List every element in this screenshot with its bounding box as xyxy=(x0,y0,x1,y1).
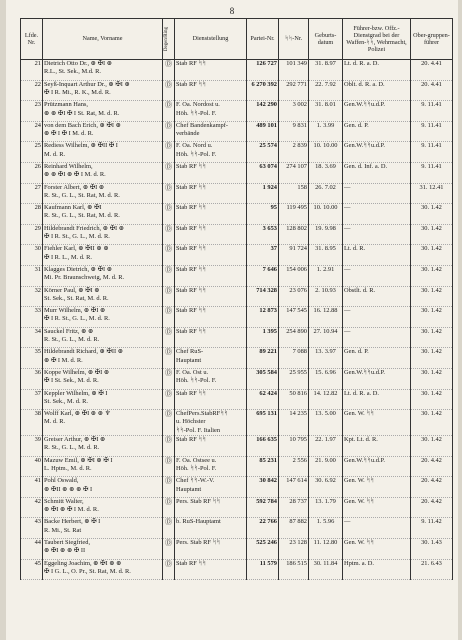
row-dienststellung: Stab RF ᛋᛋ xyxy=(175,60,247,81)
row-dienstgrad: Gen.W.ᛋᛋu.d.P. xyxy=(343,142,411,163)
row-dienststellung: Stab RF ᛋᛋ xyxy=(175,224,247,245)
row-geburtsdatum: 10. 10.00 xyxy=(309,142,343,163)
row-partei-nr: 89 221 xyxy=(247,348,279,369)
row-dienststellung: Stab RF ᛋᛋ xyxy=(175,80,247,101)
row-obergruppenfuehrer: 9. 11.41 xyxy=(411,101,453,122)
row-badge: Ⓓ xyxy=(163,389,175,410)
row-partei-nr: 714 328 xyxy=(247,286,279,307)
row-dienststellung: Stab RF ᛋᛋ xyxy=(175,559,247,580)
row-name: Pohl Oswald, ⊛ ✠II ⊛ ⊛ ⊛ ✠ I xyxy=(43,477,163,498)
row-partei-nr: 166 635 xyxy=(247,436,279,457)
row-ss-nr: 50 816 xyxy=(279,389,309,410)
row-ss-nr: 254 890 xyxy=(279,327,309,348)
row-badge: Ⓓ xyxy=(163,436,175,457)
row-ss-nr: 28 737 xyxy=(279,497,309,518)
row-badge: Ⓓ xyxy=(163,307,175,328)
row-name: Forster Albert, ⊛ ✠I ⊛ R. St., G. L., St. Rat, M. d. R. xyxy=(43,183,163,204)
row-number: 42 xyxy=(21,497,43,518)
row-ss-nr: 2 556 xyxy=(279,456,309,477)
table-row xyxy=(21,456,453,477)
row-number: 32 xyxy=(21,286,43,307)
row-dienstgrad: — xyxy=(343,204,411,225)
row-dienstgrad: — xyxy=(343,183,411,204)
roster-body xyxy=(21,60,453,580)
table-row xyxy=(21,539,453,560)
row-number: 43 xyxy=(21,518,43,539)
row-badge: Ⓓ xyxy=(163,142,175,163)
row-dienststellung: Pers. Stab RF ᛋᛋ xyxy=(175,497,247,518)
table-row xyxy=(21,204,453,225)
header-nr: Lfde. Nr. xyxy=(21,19,43,60)
row-partei-nr: 305 584 xyxy=(247,368,279,389)
row-geburtsdatum: 2. 10.93 xyxy=(309,286,343,307)
row-dienstgrad: Gen. d. P. xyxy=(343,121,411,142)
row-badge: Ⓓ xyxy=(163,286,175,307)
row-badge: Ⓓ xyxy=(163,518,175,539)
row-geburtsdatum: 30. 11.84 xyxy=(309,559,343,580)
row-number: 27 xyxy=(21,183,43,204)
row-ss-nr: 25 955 xyxy=(279,368,309,389)
row-dienstgrad: Lt. d. R. xyxy=(343,245,411,266)
row-badge: Ⓓ xyxy=(163,327,175,348)
row-number: 25 xyxy=(21,142,43,163)
row-number: 29 xyxy=(21,224,43,245)
row-dienststellung: Stab RF ᛋᛋ xyxy=(175,183,247,204)
row-obergruppenfuehrer: 9. 11.42 xyxy=(411,518,453,539)
row-obergruppenfuehrer: 20. 4.41 xyxy=(411,80,453,101)
table-row xyxy=(21,121,453,142)
row-dienstgrad: — xyxy=(343,307,411,328)
row-partei-nr: 63 074 xyxy=(247,162,279,183)
row-dienstgrad: Gen. W. ᛋᛋ xyxy=(343,477,411,498)
row-name: Keppler Wilhelm, ⊛ ✠ I St. Sek., M. d. R. xyxy=(43,389,163,410)
header-ober: Ober-gruppen-führer xyxy=(411,19,453,60)
row-dienstgrad: Gen. W. ᛋᛋ xyxy=(343,539,411,560)
row-partei-nr: 695 131 xyxy=(247,410,279,436)
row-dienststellung: F. Oa. Nordost u. Höh. ᛋᛋ-Pol. F. xyxy=(175,101,247,122)
row-number: 24 xyxy=(21,121,43,142)
table-row xyxy=(21,368,453,389)
row-geburtsdatum: 19. 9.98 xyxy=(309,224,343,245)
row-dienstgrad: Hptm. a. D. xyxy=(343,559,411,580)
row-geburtsdatum: 15. 6.96 xyxy=(309,368,343,389)
row-name: Schmitt Walter, ⊛ ✠I ⊛ ✠ I M. d. R. xyxy=(43,497,163,518)
row-partei-nr: 7 646 xyxy=(247,265,279,286)
row-dienststellung: ChefPers.StabRFᛋᛋ u. Höchster ᛋᛋ-Pol. F. Italien xyxy=(175,410,247,436)
row-number: 34 xyxy=(21,327,43,348)
row-badge: Ⓓ xyxy=(163,539,175,560)
row-partei-nr: 1 395 xyxy=(247,327,279,348)
row-dienstgrad: — xyxy=(343,518,411,539)
row-dienstgrad: — xyxy=(343,327,411,348)
row-ss-nr: 128 802 xyxy=(279,224,309,245)
row-dienststellung: Stab RF ᛋᛋ xyxy=(175,162,247,183)
row-dienstgrad: — xyxy=(343,265,411,286)
row-number: 37 xyxy=(21,389,43,410)
table-row xyxy=(21,497,453,518)
table-row xyxy=(21,348,453,369)
row-badge: Ⓓ xyxy=(163,60,175,81)
row-ss-nr: 91 724 xyxy=(279,245,309,266)
row-number: 35 xyxy=(21,348,43,369)
row-badge: Ⓓ xyxy=(163,265,175,286)
row-partei-nr: 126 727 xyxy=(247,60,279,81)
row-ss-nr: 147 614 xyxy=(279,477,309,498)
row-name: Körner Paul, ⊛ ✠I ⊛ St. Sek., St. Rat, M. d. R. xyxy=(43,286,163,307)
header-ss: ᛋᛋ-Nr. xyxy=(279,19,309,60)
row-number: 31 xyxy=(21,265,43,286)
row-obergruppenfuehrer: 30. 1.42 xyxy=(411,265,453,286)
row-ss-nr: 87 882 xyxy=(279,518,309,539)
table-row xyxy=(21,410,453,436)
row-obergruppenfuehrer: 20. 4.42 xyxy=(411,497,453,518)
table-row xyxy=(21,307,453,328)
row-dienststellung: Stab RF ᛋᛋ xyxy=(175,265,247,286)
table-row xyxy=(21,101,453,122)
row-obergruppenfuehrer: 31. 12.41 xyxy=(411,183,453,204)
row-badge: Ⓓ xyxy=(163,456,175,477)
table-row xyxy=(21,286,453,307)
page-number: 8 xyxy=(229,6,235,16)
row-dienststellung: Pers. Stab RF ᛋᛋ xyxy=(175,539,247,560)
table-row xyxy=(21,477,453,498)
row-partei-nr: 3 653 xyxy=(247,224,279,245)
row-ss-nr: 147 545 xyxy=(279,307,309,328)
row-geburtsdatum: 1. 3.99 xyxy=(309,121,343,142)
row-ss-nr: 2 839 xyxy=(279,142,309,163)
row-number: 26 xyxy=(21,162,43,183)
row-dienstgrad: Gen. W. ᛋᛋ xyxy=(343,497,411,518)
row-partei-nr: 6 270 392 xyxy=(247,80,279,101)
row-name: Kaufmann Karl, ⊛ ✠I R. St., G. L., St. Rat, M. d. R. xyxy=(43,204,163,225)
row-geburtsdatum: 27. 10.94 xyxy=(309,327,343,348)
row-geburtsdatum: 22. 1.97 xyxy=(309,436,343,457)
row-geburtsdatum: 31. 8.95 xyxy=(309,245,343,266)
row-badge: Ⓓ xyxy=(163,80,175,101)
row-name: Rediess Wilhelm, ⊛ ✠II ✠ I M. d. R. xyxy=(43,142,163,163)
header-row xyxy=(21,19,453,60)
table-row xyxy=(21,60,453,81)
row-name: Prützmann Hans, ⊛ ⊛ ✠I ✠ I St. Rat, M. d. R. xyxy=(43,101,163,122)
row-number: 38 xyxy=(21,410,43,436)
table-row xyxy=(21,245,453,266)
row-name: Hildebrandt Friedrich, ⊛ ✠I ⊛ ✠ I R. St., G. L., M. d. R. xyxy=(43,224,163,245)
row-dienststellung: F. Oa. Ost u. Höh. ᛋᛋ-Pol. F. xyxy=(175,368,247,389)
row-obergruppenfuehrer: 30. 1.42 xyxy=(411,245,453,266)
header-dienstgrad: Führer-bzw. Offz.-Dienstgrad bei der Waffen-ᛋᛋ, Wehrmacht, Polizei xyxy=(343,19,411,60)
row-badge: Ⓓ xyxy=(163,348,175,369)
row-geburtsdatum: 16. 12.88 xyxy=(309,307,343,328)
row-dienststellung: b. RuS-Hauptamt xyxy=(175,518,247,539)
row-name: von dem Bach Erich, ⊛ ✠I ⊛ ⊛ ✠ I ✠ I M. d. R. xyxy=(43,121,163,142)
row-dienststellung: Chef Bandenkampf- verbände xyxy=(175,121,247,142)
row-geburtsdatum: 14. 12.82 xyxy=(309,389,343,410)
row-ss-nr: 274 107 xyxy=(279,162,309,183)
row-obergruppenfuehrer: 30. 1.42 xyxy=(411,327,453,348)
row-obergruppenfuehrer: 30. 1.42 xyxy=(411,307,453,328)
header-geb: Geburts-datum xyxy=(309,19,343,60)
row-number: 41 xyxy=(21,477,43,498)
header-ring: Degen/Ring xyxy=(163,19,175,60)
row-geburtsdatum: 26. 7.02 xyxy=(309,183,343,204)
row-ss-nr: 154 006 xyxy=(279,265,309,286)
row-partei-nr: 525 246 xyxy=(247,539,279,560)
row-ss-nr: 23 076 xyxy=(279,286,309,307)
row-number: 40 xyxy=(21,456,43,477)
table-row xyxy=(21,389,453,410)
row-obergruppenfuehrer: 9. 11.41 xyxy=(411,142,453,163)
row-dienststellung: Chef ᛋᛋ-W.-V. Hauptamt xyxy=(175,477,247,498)
row-geburtsdatum: 10. 10.00 xyxy=(309,204,343,225)
table-row xyxy=(21,80,453,101)
row-number: 30 xyxy=(21,245,43,266)
row-partei-nr: 95 xyxy=(247,204,279,225)
row-obergruppenfuehrer: 20. 4.41 xyxy=(411,60,453,81)
row-obergruppenfuehrer: 20. 4.42 xyxy=(411,456,453,477)
header-partei: Partei-Nr. xyxy=(247,19,279,60)
row-badge: Ⓓ xyxy=(163,368,175,389)
row-dienststellung: Stab RF ᛋᛋ xyxy=(175,436,247,457)
row-ss-nr: 14 235 xyxy=(279,410,309,436)
row-obergruppenfuehrer: 30. 1.42 xyxy=(411,368,453,389)
row-badge: Ⓓ xyxy=(163,162,175,183)
row-dienstgrad: Gen. d. P. xyxy=(343,348,411,369)
document-page xyxy=(6,0,458,640)
table-row xyxy=(21,162,453,183)
row-geburtsdatum: 21. 9.00 xyxy=(309,456,343,477)
row-geburtsdatum: 13. 3.97 xyxy=(309,348,343,369)
row-dienststellung: Stab RF ᛋᛋ xyxy=(175,327,247,348)
row-name: Mazuw Emil, ⊛ ✠I ⊛ ✠ I L. Hptm., M. d. R. xyxy=(43,456,163,477)
row-ss-nr: 186 515 xyxy=(279,559,309,580)
row-number: 45 xyxy=(21,559,43,580)
row-obergruppenfuehrer: 9. 11.41 xyxy=(411,162,453,183)
row-partei-nr: 25 574 xyxy=(247,142,279,163)
header-name: Name, Vorname xyxy=(43,19,163,60)
table-row xyxy=(21,265,453,286)
row-dienststellung: Stab RF ᛋᛋ xyxy=(175,286,247,307)
row-geburtsdatum: 31. 8.01 xyxy=(309,101,343,122)
row-badge: Ⓓ xyxy=(163,121,175,142)
row-obergruppenfuehrer: 30. 1.42 xyxy=(411,410,453,436)
row-badge: Ⓓ xyxy=(163,245,175,266)
row-dienststellung: Stab RF ᛋᛋ xyxy=(175,245,247,266)
row-name: Dietrich Otto Dr., ⊛ ✠I ⊛ R.L., St. Sek., M.d. R. xyxy=(43,60,163,81)
row-geburtsdatum: 13. 1.79 xyxy=(309,497,343,518)
row-obergruppenfuehrer: 30. 1.42 xyxy=(411,286,453,307)
row-number: 22 xyxy=(21,80,43,101)
row-dienstgrad: Gen.W.ᛋᛋu.d.P. xyxy=(343,456,411,477)
row-number: 36 xyxy=(21,368,43,389)
table-row xyxy=(21,327,453,348)
row-partei-nr: 142 290 xyxy=(247,101,279,122)
row-ss-nr: 292 771 xyxy=(279,80,309,101)
row-ss-nr: 7 088 xyxy=(279,348,309,369)
header-dienst: Dienststellung xyxy=(175,19,247,60)
row-geburtsdatum: 1. 2.91 xyxy=(309,265,343,286)
row-number: 39 xyxy=(21,436,43,457)
row-dienstgrad: Lt. d. R. a. D. xyxy=(343,60,411,81)
row-obergruppenfuehrer: 20. 4.42 xyxy=(411,477,453,498)
row-obergruppenfuehrer: 30. 1.42 xyxy=(411,348,453,369)
row-geburtsdatum: 1. 5.96 xyxy=(309,518,343,539)
row-badge: Ⓓ xyxy=(163,410,175,436)
row-obergruppenfuehrer: 30. 1.42 xyxy=(411,224,453,245)
row-ss-nr: 119 495 xyxy=(279,204,309,225)
row-dienstgrad: Kpt. Lt. d. R. xyxy=(343,436,411,457)
row-partei-nr: 592 784 xyxy=(247,497,279,518)
row-name: Greiser Arthur, ⊛ ✠I ⊛ R. St., G. L., M. d. R. xyxy=(43,436,163,457)
row-dienststellung: Stab RF ᛋᛋ xyxy=(175,204,247,225)
row-badge: Ⓓ xyxy=(163,183,175,204)
row-obergruppenfuehrer: 30. 1.42 xyxy=(411,204,453,225)
row-dienststellung: Stab RF ᛋᛋ xyxy=(175,389,247,410)
row-geburtsdatum: 30. 6.92 xyxy=(309,477,343,498)
row-obergruppenfuehrer: 9. 11.41 xyxy=(411,121,453,142)
row-partei-nr: 1 924 xyxy=(247,183,279,204)
row-dienstgrad: Oblt. d. R. a. D. xyxy=(343,80,411,101)
row-name: Reinhard Wilhelm, ⊛ ⊛ ✠I ⊛ ✠ I M. d. R. xyxy=(43,162,163,183)
row-dienstgrad: — xyxy=(343,224,411,245)
row-badge: Ⓓ xyxy=(163,101,175,122)
row-name: Seyß-Inquart Arthur Dr., ⊛ ✠I ⊛ ✠ I R. Mi., R. K., M.d. R. xyxy=(43,80,163,101)
row-name: Fiehler Karl, ⊛ ✠II ⊛ ⊛ ✠ I R. L., M. d. R. xyxy=(43,245,163,266)
row-ss-nr: 3 002 xyxy=(279,101,309,122)
table-row xyxy=(21,224,453,245)
row-name: Sauckel Fritz, ⊛ ⊛ R. St., G. L., M. d. R. xyxy=(43,327,163,348)
row-number: 44 xyxy=(21,539,43,560)
row-geburtsdatum: 22. 7.92 xyxy=(309,80,343,101)
row-ss-nr: 101 349 xyxy=(279,60,309,81)
row-dienststellung: F. Oa. Nord u. Höh. ᛋᛋ-Pol. F. xyxy=(175,142,247,163)
table-row xyxy=(21,518,453,539)
row-number: 23 xyxy=(21,101,43,122)
row-badge: Ⓓ xyxy=(163,477,175,498)
table-row xyxy=(21,559,453,580)
table-row xyxy=(21,142,453,163)
row-ss-nr: 158 xyxy=(279,183,309,204)
row-ss-nr: 9 831 xyxy=(279,121,309,142)
row-partei-nr: 12 873 xyxy=(247,307,279,328)
row-dienststellung: F. Oa. Ostsee u. Höh. ᛋᛋ-Pol. F. xyxy=(175,456,247,477)
row-name: Klagges Dietrich, ⊛ ✠I ⊛ Mi. Pr. Braunschweig, M. d. R. xyxy=(43,265,163,286)
row-dienstgrad: Obstlt. d. R. xyxy=(343,286,411,307)
row-partei-nr: 85 231 xyxy=(247,456,279,477)
row-number: 21 xyxy=(21,60,43,81)
row-dienstgrad: Gen.W.ᛋᛋu.d.P. xyxy=(343,101,411,122)
row-name: Backe Herbert, ⊛ ✠ I R. Mi., St. Rat xyxy=(43,518,163,539)
row-dienstgrad: Gen.W.ᛋᛋu.d.P. xyxy=(343,368,411,389)
row-badge: Ⓓ xyxy=(163,559,175,580)
row-obergruppenfuehrer: 30. 1.42 xyxy=(411,389,453,410)
row-partei-nr: 62 424 xyxy=(247,389,279,410)
row-partei-nr: 30 842 xyxy=(247,477,279,498)
table-row xyxy=(21,436,453,457)
row-geburtsdatum: 13. 5.00 xyxy=(309,410,343,436)
row-dienstgrad: Lt. d. R. a. D. xyxy=(343,389,411,410)
row-dienststellung: Chef RuS- Hauptamt xyxy=(175,348,247,369)
row-obergruppenfuehrer: 30. 1.42 xyxy=(411,436,453,457)
row-partei-nr: 11 579 xyxy=(247,559,279,580)
row-geburtsdatum: 11. 12.80 xyxy=(309,539,343,560)
row-obergruppenfuehrer: 21. 6.43 xyxy=(411,559,453,580)
row-badge: Ⓓ xyxy=(163,224,175,245)
row-badge: Ⓓ xyxy=(163,204,175,225)
row-name: Hildebrandt Richard, ⊛ ✠II ⊛ ⊛ ✠ I M. d. R. xyxy=(43,348,163,369)
row-dienststellung: Stab RF ᛋᛋ xyxy=(175,307,247,328)
row-name: Eggeling Joachim, ⊛ ✠I ⊛ ⊛ ✠ I G. L., O. Pr., St. Rat, M. d. R. xyxy=(43,559,163,580)
row-number: 28 xyxy=(21,204,43,225)
table-row xyxy=(21,183,453,204)
roster-table xyxy=(20,18,453,580)
row-name: Wolff Karl, ⊛ ✠I ⊛ ⊛ ♆ M. d. R. xyxy=(43,410,163,436)
row-name: Koppe Wilhelm, ⊛ ✠I ⊛ ✠ I St. Sek., M. d. R. xyxy=(43,368,163,389)
row-obergruppenfuehrer: 30. 1.43 xyxy=(411,539,453,560)
row-geburtsdatum: 31. 8.97 xyxy=(309,60,343,81)
row-partei-nr: 37 xyxy=(247,245,279,266)
row-ss-nr: 10 795 xyxy=(279,436,309,457)
row-ss-nr: 23 128 xyxy=(279,539,309,560)
row-dienstgrad: Gen. W. ᛋᛋ xyxy=(343,410,411,436)
row-partei-nr: 489 101 xyxy=(247,121,279,142)
row-name: Murr Wilhelm, ⊛ ✠I ⊛ ✠ I R. St., G. L., M. d. R. xyxy=(43,307,163,328)
row-name: Taubert Siegfried, ⊛ ✠I ⊛ ⊛ ✠ II xyxy=(43,539,163,560)
row-number: 33 xyxy=(21,307,43,328)
row-badge: Ⓓ xyxy=(163,497,175,518)
row-dienstgrad: Gen. d. Inf. a. D. xyxy=(343,162,411,183)
row-geburtsdatum: 18. 3.69 xyxy=(309,162,343,183)
row-partei-nr: 22 766 xyxy=(247,518,279,539)
